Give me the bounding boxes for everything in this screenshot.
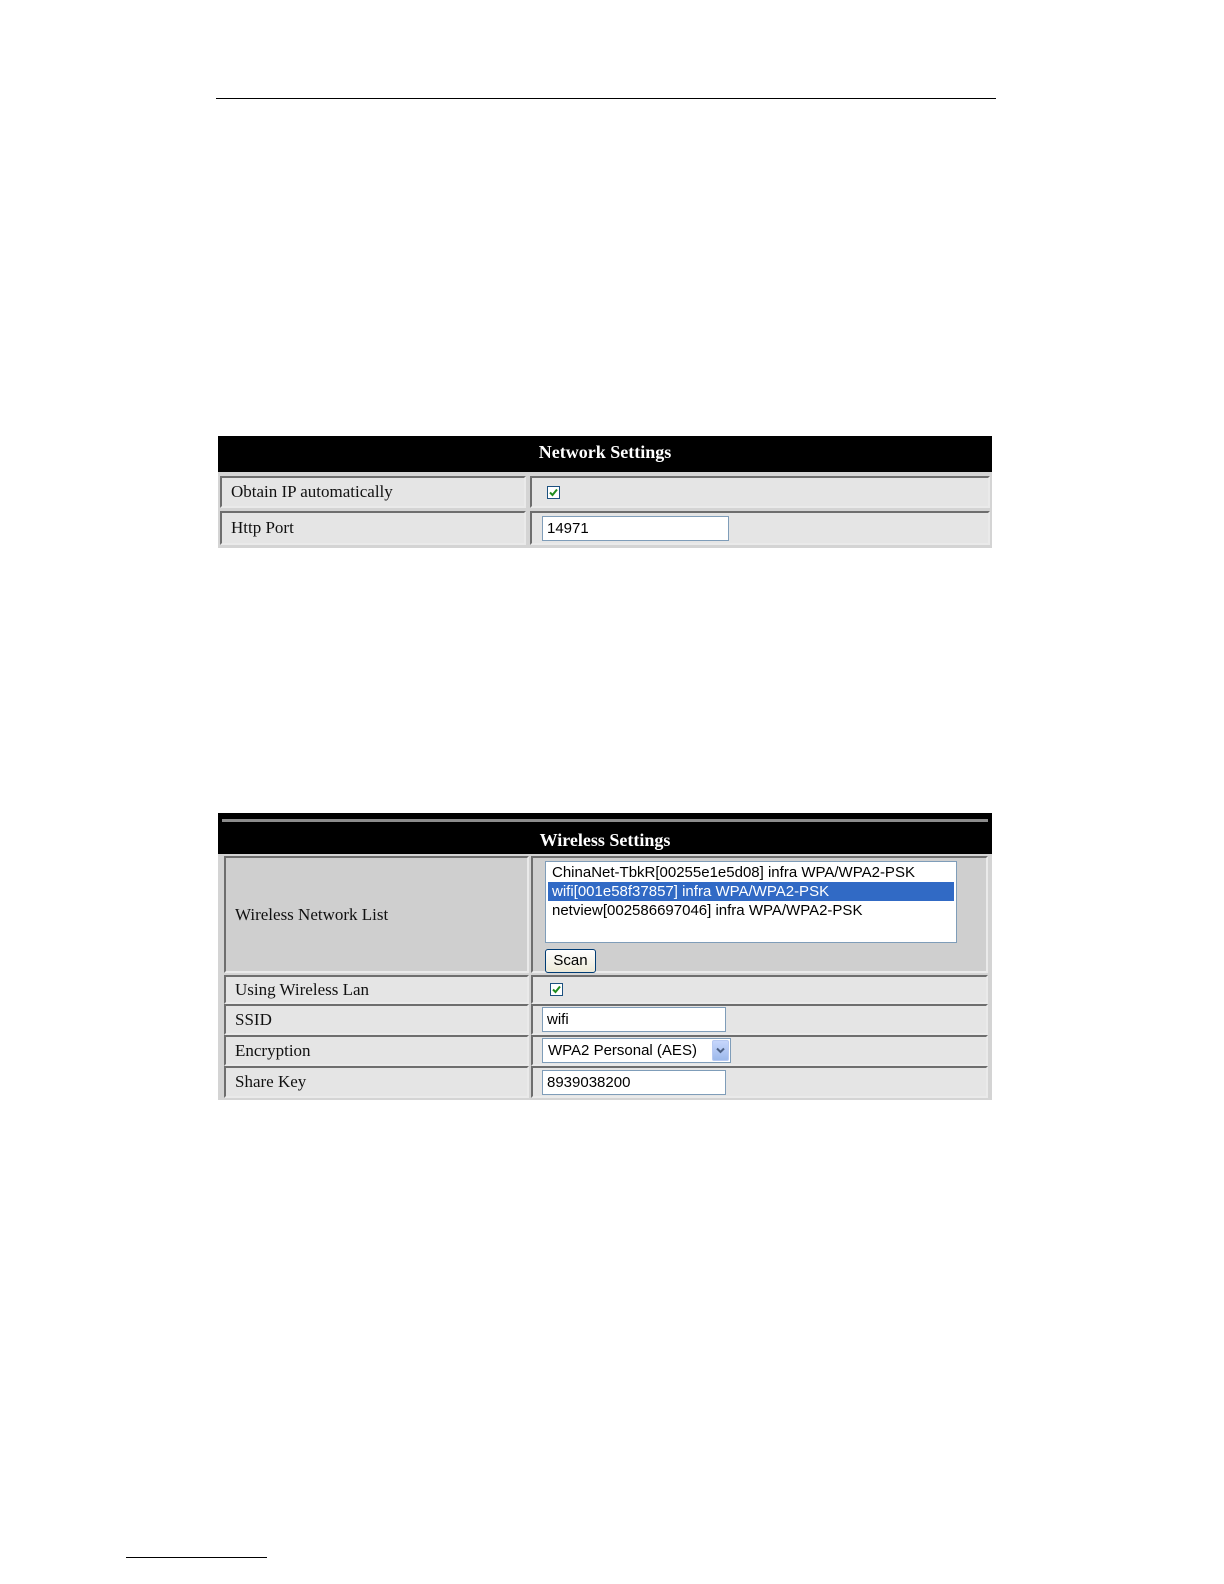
using-wireless-lan-value-cell <box>531 975 988 1004</box>
network-option[interactable]: netview[002586697046] infra WPA/WPA2-PSK <box>552 902 863 919</box>
encryption-label: Encryption <box>224 1035 529 1066</box>
http-port-input[interactable]: 14971 <box>542 516 729 541</box>
http-port-value-cell <box>530 511 990 545</box>
scan-button[interactable]: Scan <box>545 949 596 973</box>
encryption-select-value: WPA2 Personal (AES) <box>548 1042 697 1059</box>
share-key-value-cell <box>531 1066 988 1098</box>
ssid-input[interactable]: wifi <box>542 1007 726 1032</box>
footnote-rule <box>126 1557 267 1558</box>
using-wireless-lan-row <box>224 975 988 1004</box>
dropdown-arrow-icon[interactable] <box>712 1040 729 1061</box>
network-settings-title: Network Settings <box>218 436 992 472</box>
share-key-row <box>224 1066 988 1098</box>
wireless-network-list-label: Wireless Network List <box>224 856 529 973</box>
wireless-network-listbox[interactable] <box>545 861 957 943</box>
obtain-ip-value-cell <box>530 476 990 508</box>
ssid-value-cell <box>531 1004 988 1035</box>
share-key-label: Share Key <box>224 1066 529 1098</box>
wireless-network-list-value-cell <box>531 856 988 973</box>
title-bar-stripe <box>222 819 988 822</box>
encryption-select[interactable] <box>542 1038 731 1063</box>
checkmark-icon <box>548 487 559 498</box>
wireless-settings-title <box>218 813 992 854</box>
network-settings-panel <box>218 436 992 548</box>
using-wireless-lan-label: Using Wireless Lan <box>224 975 529 1004</box>
network-option[interactable]: ChinaNet-TbkR[00255e1e5d08] infra WPA/WPA2-PSK <box>552 864 915 881</box>
obtain-ip-checkbox[interactable] <box>547 486 560 499</box>
page-header-rule <box>216 98 996 99</box>
network-option-selected[interactable]: wifi[001e58f37857] infra WPA/WPA2-PSK <box>548 882 954 901</box>
http-port-row <box>220 511 990 545</box>
encryption-row <box>224 1035 988 1066</box>
wireless-network-list-row <box>224 856 988 973</box>
using-wireless-lan-checkbox[interactable] <box>550 983 563 996</box>
http-port-label: Http Port <box>220 511 526 545</box>
encryption-value-cell <box>531 1035 988 1066</box>
ssid-label: SSID <box>224 1004 529 1035</box>
ssid-row <box>224 1004 988 1035</box>
share-key-input[interactable]: 8939038200 <box>542 1070 726 1095</box>
obtain-ip-label: Obtain IP automatically <box>220 476 526 508</box>
checkmark-icon <box>551 984 562 995</box>
obtain-ip-row <box>220 476 990 508</box>
wireless-settings-title-text: Wireless Settings <box>539 830 671 850</box>
wireless-settings-panel <box>218 813 992 1100</box>
